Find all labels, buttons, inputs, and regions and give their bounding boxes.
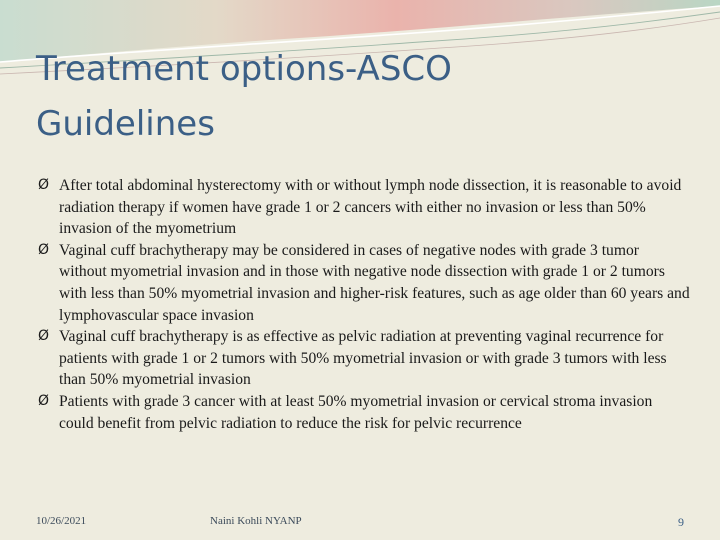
bullet-text: After total abdominal hysterectomy with or without lymph node dissection, it is reasonable to avoid radiation therapy if women have grade 1 or 2 cancers with either no invasion or less than 50% invasion of the myometrium xyxy=(59,177,682,238)
bullet-item xyxy=(40,240,690,326)
bullet-arrow-icon: Ø xyxy=(38,328,50,345)
footer-date: 10/26/2021 xyxy=(36,515,87,527)
title-line-2: Guidelines xyxy=(36,104,215,144)
title-line-1: Treatment options-ASCO xyxy=(36,49,452,89)
bullet-text: Patients with grade 3 cancer with at least 50% myometrial invasion or cervical stroma invasion could benefit from pelvic radiation to reduce the risk for pelvic recurrence xyxy=(59,392,653,432)
bullet-item xyxy=(40,326,690,391)
bullet-arrow-icon: Ø xyxy=(38,241,50,258)
bullet-list xyxy=(40,175,690,434)
bullet-arrow-icon: Ø xyxy=(38,392,50,409)
footer-author: Naini Kohli NYANP xyxy=(210,515,302,527)
slide-title xyxy=(36,42,636,152)
bullet-item xyxy=(40,391,690,434)
bullet-text: Vaginal cuff brachytherapy may be considered in cases of negative nodes with grade 3 tumor without myometrial invasion and in those with negative node dissection with grade 1 or 2 tumors with less than 50% myometrial invasion and higher-risk features, such as age older than 60 years and lymphovascular space invasion xyxy=(59,241,690,324)
bullet-arrow-icon: Ø xyxy=(38,177,50,193)
bullet-text: Vaginal cuff brachytherapy is as effective as pelvic radiation at preventing vaginal recurrence for patients with grade 1 or 2 tumors with 50% myometrial invasion or with grade 3 tumors with less than 50% myometrial invasion xyxy=(59,328,667,389)
bullet-item xyxy=(40,175,690,240)
page-number: 9 xyxy=(678,515,684,529)
